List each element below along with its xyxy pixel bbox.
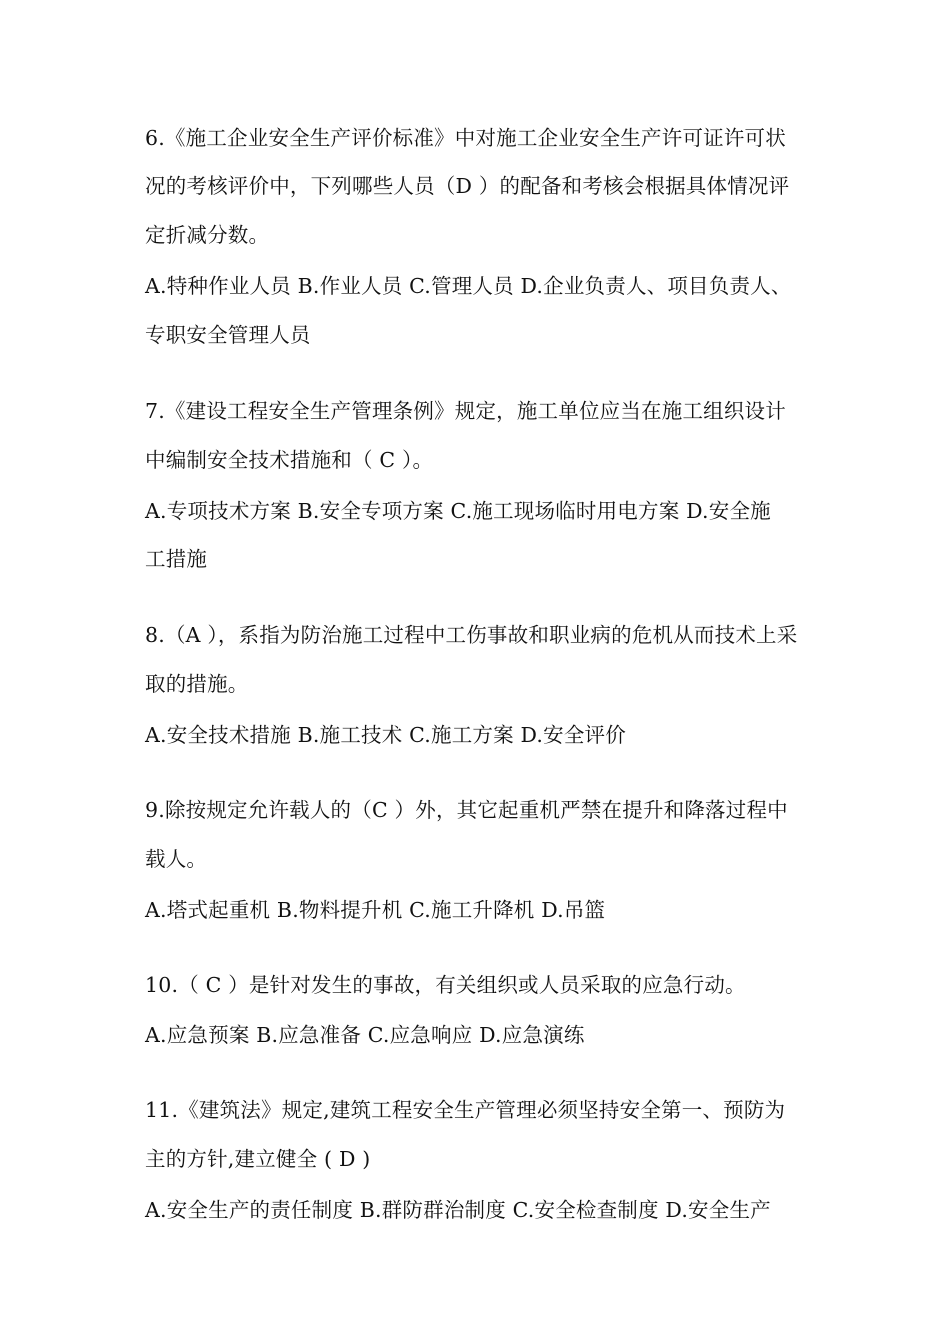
question-8-stem-line-2: 取的措施。: [145, 672, 249, 696]
question-11-stem-line-1: 11.《建筑法》规定,建筑工程安全生产管理必须坚持安全第一、预防为: [145, 1098, 786, 1122]
question-9-stem-line-1: 9.除按规定允许载人的（C ）外，其它起重机严禁在提升和降落过程中: [145, 798, 788, 822]
question-6-stem-line-3: 定折减分数。: [145, 223, 270, 247]
question-6-options-line-2: 专职安全管理人员: [145, 323, 311, 347]
question-6-stem-line-1: 6.《施工企业安全生产评价标准》中对施工企业安全生产许可证许可状: [145, 126, 786, 150]
question-10-stem-line-1: 10.（ C ）是针对发生的事故，有关组织或人员采取的应急行动。: [145, 973, 746, 997]
question-7-options-line-1: A.专项技术方案 B.安全专项方案 C.施工现场临时用电方案 D.安全施: [145, 499, 771, 523]
question-11-stem-line-2: 主的方针,建立健全 ( D ): [145, 1147, 371, 1171]
question-10-options-line-1: A.应急预案 B.应急准备 C.应急响应 D.应急演练: [145, 1023, 585, 1047]
question-11-options-line-1: A.安全生产的责任制度 B.群防群治制度 C.安全检查制度 D.安全生产: [145, 1198, 771, 1222]
question-7-options-line-2: 工措施: [145, 547, 208, 571]
question-9-stem-line-2: 载人。: [145, 847, 208, 871]
question-8-stem-line-1: 8.（A ），系指为防治施工过程中工伤事故和职业病的危机从而技术上采: [145, 623, 798, 647]
question-8-options-line-1: A.安全技术措施 B.施工技术 C.施工方案 D.安全评价: [145, 723, 626, 747]
question-9-options-line-1: A.塔式起重机 B.物料提升机 C.施工升降机 D.吊篮: [145, 898, 606, 922]
question-6-stem-line-2: 况的考核评价中，下列哪些人员（D ）的配备和考核会根据具体情况评: [145, 174, 790, 198]
question-7-stem-line-2: 中编制安全技术措施和（ C ）。: [145, 448, 434, 472]
question-6-options-line-1: A.特种作业人员 B.作业人员 C.管理人员 D.企业负责人、项目负责人、: [145, 274, 792, 298]
question-7-stem-line-1: 7.《建设工程安全生产管理条例》规定，施工单位应当在施工组织设计: [145, 399, 786, 423]
